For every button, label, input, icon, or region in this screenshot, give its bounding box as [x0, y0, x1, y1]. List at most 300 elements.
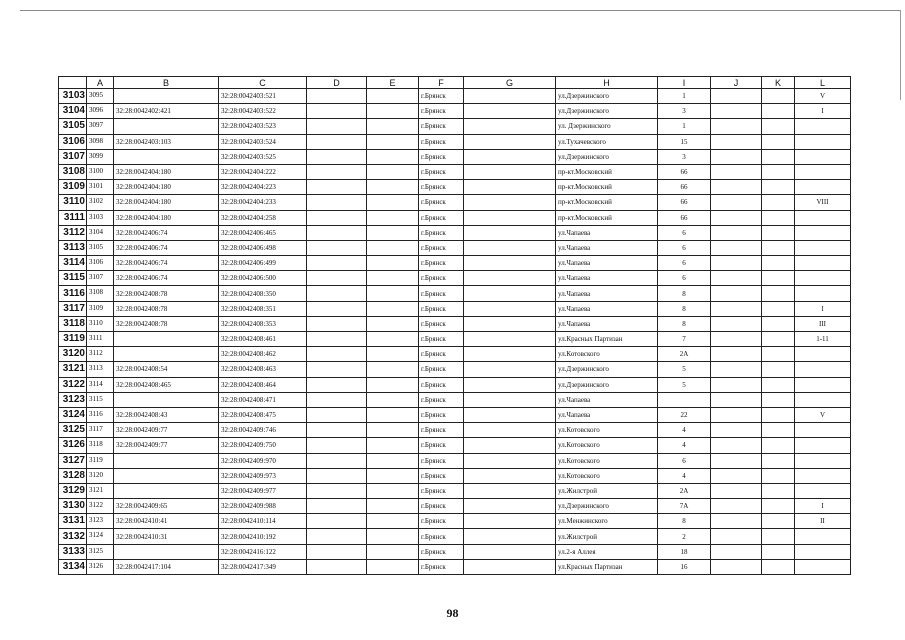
cell-g [464, 271, 556, 286]
cell-e [367, 483, 419, 498]
cell-f: г.Брянск [419, 210, 464, 225]
cell-b: 32:28:0042402:421 [114, 104, 219, 119]
cell-f: г.Брянск [419, 271, 464, 286]
cell-f: г.Брянск [419, 377, 464, 392]
cell-e [367, 407, 419, 422]
cell-f: г.Брянск [419, 104, 464, 119]
cell-f: г.Брянск [419, 89, 464, 104]
row-number: 3128 [59, 468, 87, 483]
cell-b: 32:28:0042417:104 [114, 559, 219, 574]
cell-l [795, 362, 851, 377]
cell-b: 32:28:0042408:78 [114, 301, 219, 316]
cell-d [307, 468, 367, 483]
cell-l: I [795, 104, 851, 119]
cell-l: V [795, 89, 851, 104]
cell-d [307, 225, 367, 240]
cell-h: ул.Котовского [556, 423, 658, 438]
column-header-row [59, 77, 851, 89]
cell-h: ул.Чапаева [556, 256, 658, 271]
cell-i: 66 [658, 164, 711, 179]
spreadsheet-table [58, 76, 851, 575]
cell-j [711, 149, 762, 164]
cell-d [307, 544, 367, 559]
row-number: 3123 [59, 392, 87, 407]
cell-h: ул.Чапаева [556, 301, 658, 316]
cell-c: 32:28:0042409:973 [219, 468, 307, 483]
cell-h: ул.Красных Партизан [556, 332, 658, 347]
cell-g [464, 240, 556, 255]
cell-d [307, 164, 367, 179]
table-row [59, 256, 851, 271]
cell-d [307, 423, 367, 438]
table-row [59, 195, 851, 210]
cell-l: III [795, 316, 851, 331]
row-number: 3103 [59, 89, 87, 104]
cell-j [711, 240, 762, 255]
cell-g [464, 514, 556, 529]
row-number: 3113 [59, 240, 87, 255]
column-header: E [367, 77, 419, 89]
cell-c: 32:28:0042409:750 [219, 438, 307, 453]
cell-c: 32:28:0042408:464 [219, 377, 307, 392]
table-row [59, 392, 851, 407]
cell-b [114, 453, 219, 468]
cell-g [464, 438, 556, 453]
cell-b: 32:28:0042408:43 [114, 407, 219, 422]
cell-b [114, 119, 219, 134]
cell-g [464, 423, 556, 438]
cell-d [307, 392, 367, 407]
cell-h: ул.Дзержинского [556, 377, 658, 392]
cell-k [762, 180, 795, 195]
cell-f: г.Брянск [419, 316, 464, 331]
cell-c: 32:28:0042408:471 [219, 392, 307, 407]
table-row [59, 301, 851, 316]
column-header: D [307, 77, 367, 89]
cell-c: 32:28:0042406:499 [219, 256, 307, 271]
row-number: 3112 [59, 225, 87, 240]
cell-h: ул.Дзержинского [556, 149, 658, 164]
cell-l [795, 347, 851, 362]
cell-l: VIII [795, 195, 851, 210]
cell-c: 32:28:0042404:258 [219, 210, 307, 225]
cell-i: 2А [658, 347, 711, 362]
cell-l [795, 453, 851, 468]
cell-d [307, 407, 367, 422]
table-row [59, 332, 851, 347]
cell-l [795, 286, 851, 301]
cell-c: 32:28:0042416:122 [219, 544, 307, 559]
cell-a: 3106 [87, 256, 114, 271]
row-number: 3132 [59, 529, 87, 544]
cell-b [114, 89, 219, 104]
cell-k [762, 195, 795, 210]
cell-b [114, 149, 219, 164]
cell-b [114, 347, 219, 362]
row-number: 3121 [59, 362, 87, 377]
cell-j [711, 544, 762, 559]
cell-a: 3105 [87, 240, 114, 255]
cell-j [711, 271, 762, 286]
cell-k [762, 240, 795, 255]
row-number: 3107 [59, 149, 87, 164]
cell-a: 3100 [87, 164, 114, 179]
cell-j [711, 104, 762, 119]
cell-j [711, 180, 762, 195]
cell-a: 3121 [87, 483, 114, 498]
cell-d [307, 332, 367, 347]
cell-b: 32:28:0042404:180 [114, 164, 219, 179]
table-row [59, 362, 851, 377]
cell-a: 3120 [87, 468, 114, 483]
cell-l [795, 164, 851, 179]
cell-k [762, 483, 795, 498]
cell-d [307, 240, 367, 255]
cell-g [464, 544, 556, 559]
cell-l: I [795, 301, 851, 316]
table-row [59, 180, 851, 195]
cell-l: I [795, 499, 851, 514]
cell-j [711, 499, 762, 514]
cell-l [795, 240, 851, 255]
cell-a: 3119 [87, 453, 114, 468]
cell-f: г.Брянск [419, 468, 464, 483]
cell-d [307, 104, 367, 119]
cell-e [367, 210, 419, 225]
cell-a: 3123 [87, 514, 114, 529]
cell-k [762, 332, 795, 347]
cell-e [367, 316, 419, 331]
cell-j [711, 377, 762, 392]
cell-g [464, 347, 556, 362]
cell-j [711, 316, 762, 331]
cell-i: 3 [658, 104, 711, 119]
cell-a: 3111 [87, 332, 114, 347]
cell-j [711, 362, 762, 377]
row-number: 3116 [59, 286, 87, 301]
row-number: 3130 [59, 499, 87, 514]
cell-k [762, 134, 795, 149]
cell-c: 32:28:0042403:524 [219, 134, 307, 149]
cell-i: 3 [658, 149, 711, 164]
cell-e [367, 453, 419, 468]
cell-j [711, 119, 762, 134]
cell-f: г.Брянск [419, 119, 464, 134]
cell-b [114, 332, 219, 347]
cell-a: 3116 [87, 407, 114, 422]
cell-k [762, 301, 795, 316]
cell-h: ул.Чапаева [556, 271, 658, 286]
cell-h: ул.Дзержинского [556, 89, 658, 104]
corner-header [59, 77, 87, 89]
cell-g [464, 529, 556, 544]
column-header: I [658, 77, 711, 89]
cell-c: 32:28:0042409:988 [219, 499, 307, 514]
column-header: H [556, 77, 658, 89]
cell-k [762, 423, 795, 438]
cell-d [307, 362, 367, 377]
cell-a: 3115 [87, 392, 114, 407]
cell-k [762, 316, 795, 331]
cell-f: г.Брянск [419, 438, 464, 453]
cell-c: 32:28:0042409:977 [219, 483, 307, 498]
row-number: 3125 [59, 423, 87, 438]
cell-a: 3122 [87, 499, 114, 514]
cell-a: 3109 [87, 301, 114, 316]
table-row [59, 119, 851, 134]
cell-c: 32:28:0042406:500 [219, 271, 307, 286]
cell-k [762, 559, 795, 574]
cell-c: 32:28:0042408:463 [219, 362, 307, 377]
cell-b: 32:28:0042409:77 [114, 438, 219, 453]
cell-e [367, 256, 419, 271]
cell-e [367, 89, 419, 104]
cell-i: 1 [658, 89, 711, 104]
cell-l [795, 210, 851, 225]
cell-c: 32:28:0042403:523 [219, 119, 307, 134]
table-row [59, 286, 851, 301]
cell-j [711, 332, 762, 347]
cell-j [711, 347, 762, 362]
cell-h: пр-кт.Московский [556, 210, 658, 225]
cell-l [795, 438, 851, 453]
cell-a: 3110 [87, 316, 114, 331]
table-row [59, 377, 851, 392]
cell-c: 32:28:0042406:465 [219, 225, 307, 240]
table-row [59, 423, 851, 438]
row-number: 3120 [59, 347, 87, 362]
cell-l [795, 149, 851, 164]
cell-k [762, 377, 795, 392]
cell-k [762, 438, 795, 453]
cell-k [762, 544, 795, 559]
cell-l [795, 119, 851, 134]
cell-a: 3098 [87, 134, 114, 149]
table-row [59, 240, 851, 255]
cell-h: ул.Жилстрой [556, 483, 658, 498]
cell-j [711, 407, 762, 422]
cell-d [307, 89, 367, 104]
cell-k [762, 499, 795, 514]
cell-b [114, 483, 219, 498]
cell-b [114, 468, 219, 483]
cell-d [307, 529, 367, 544]
cell-g [464, 104, 556, 119]
cell-l: II [795, 514, 851, 529]
cell-d [307, 195, 367, 210]
cell-a: 3125 [87, 544, 114, 559]
table-row [59, 225, 851, 240]
cell-e [367, 195, 419, 210]
cell-c: 32:28:0042417:349 [219, 559, 307, 574]
cell-f: г.Брянск [419, 544, 464, 559]
cell-h: ул.Котовского [556, 438, 658, 453]
cell-e [367, 104, 419, 119]
row-number: 3127 [59, 453, 87, 468]
cell-e [367, 225, 419, 240]
cell-d [307, 271, 367, 286]
row-number: 3124 [59, 407, 87, 422]
cell-e [367, 240, 419, 255]
table-row [59, 499, 851, 514]
table-row [59, 453, 851, 468]
cell-l [795, 468, 851, 483]
cell-e [367, 514, 419, 529]
cell-e [367, 286, 419, 301]
cell-h: ул.Тухачевского [556, 134, 658, 149]
cell-a: 3112 [87, 347, 114, 362]
cell-h: ул.Красных Партизан [556, 559, 658, 574]
cell-b: 32:28:0042406:74 [114, 225, 219, 240]
cell-b [114, 544, 219, 559]
row-number: 3133 [59, 544, 87, 559]
cell-e [367, 332, 419, 347]
cell-f: г.Брянск [419, 301, 464, 316]
cell-g [464, 392, 556, 407]
table-row [59, 407, 851, 422]
cell-j [711, 468, 762, 483]
cell-f: г.Брянск [419, 529, 464, 544]
column-header: C [219, 77, 307, 89]
cell-d [307, 149, 367, 164]
cell-c: 32:28:0042408:475 [219, 407, 307, 422]
row-number: 3111 [59, 210, 87, 225]
cell-l [795, 529, 851, 544]
cell-i: 8 [658, 514, 711, 529]
cell-k [762, 104, 795, 119]
cell-c: 32:28:0042409:746 [219, 423, 307, 438]
cell-c: 32:28:0042403:522 [219, 104, 307, 119]
cell-h: пр-кт.Московский [556, 180, 658, 195]
cell-e [367, 164, 419, 179]
cell-i: 5 [658, 377, 711, 392]
cell-d [307, 286, 367, 301]
cell-a: 3113 [87, 362, 114, 377]
cell-g [464, 453, 556, 468]
table-row [59, 529, 851, 544]
cell-d [307, 559, 367, 574]
cell-b: 32:28:0042406:74 [114, 271, 219, 286]
cell-f: г.Брянск [419, 514, 464, 529]
table-row [59, 514, 851, 529]
cell-a: 3102 [87, 195, 114, 210]
cell-g [464, 407, 556, 422]
cell-f: г.Брянск [419, 499, 464, 514]
cell-i: 4 [658, 438, 711, 453]
column-header: A [87, 77, 114, 89]
cell-h: ул.Котовского [556, 468, 658, 483]
cell-e [367, 347, 419, 362]
cell-f: г.Брянск [419, 362, 464, 377]
cell-l [795, 423, 851, 438]
column-header: J [711, 77, 762, 89]
cell-e [367, 559, 419, 574]
cell-j [711, 256, 762, 271]
table-row [59, 210, 851, 225]
column-header: G [464, 77, 556, 89]
row-number: 3108 [59, 164, 87, 179]
cell-d [307, 256, 367, 271]
cell-g [464, 89, 556, 104]
cell-k [762, 453, 795, 468]
column-header: B [114, 77, 219, 89]
cell-j [711, 559, 762, 574]
cell-a: 3108 [87, 286, 114, 301]
cell-h: ул.Дзержинского [556, 499, 658, 514]
cell-f: г.Брянск [419, 134, 464, 149]
cell-k [762, 256, 795, 271]
cell-f: г.Брянск [419, 407, 464, 422]
cell-f: г.Брянск [419, 453, 464, 468]
cell-d [307, 499, 367, 514]
cell-g [464, 377, 556, 392]
row-number: 3118 [59, 316, 87, 331]
table-row [59, 316, 851, 331]
row-number: 3110 [59, 195, 87, 210]
cell-g [464, 316, 556, 331]
cell-f: г.Брянск [419, 286, 464, 301]
cell-e [367, 362, 419, 377]
cell-f: г.Брянск [419, 392, 464, 407]
cell-j [711, 134, 762, 149]
cell-h: ул.Чапаева [556, 392, 658, 407]
cell-k [762, 271, 795, 286]
cell-h: ул.Чапаева [556, 225, 658, 240]
row-number: 3134 [59, 559, 87, 574]
cell-k [762, 468, 795, 483]
cell-a: 3118 [87, 438, 114, 453]
row-number: 3117 [59, 301, 87, 316]
cell-c: 32:28:0042410:192 [219, 529, 307, 544]
cell-d [307, 180, 367, 195]
cell-e [367, 423, 419, 438]
cell-c: 32:28:0042404:223 [219, 180, 307, 195]
row-number: 3105 [59, 119, 87, 134]
cell-j [711, 210, 762, 225]
cell-c: 32:28:0042404:233 [219, 195, 307, 210]
cell-j [711, 453, 762, 468]
cell-a: 3103 [87, 210, 114, 225]
table-row [59, 164, 851, 179]
cell-g [464, 559, 556, 574]
cell-b: 32:28:0042410:41 [114, 514, 219, 529]
cell-k [762, 149, 795, 164]
cell-l [795, 483, 851, 498]
cell-h: ул.Чапаева [556, 316, 658, 331]
cell-e [367, 468, 419, 483]
cell-g [464, 180, 556, 195]
cell-f: г.Брянск [419, 164, 464, 179]
cell-h: пр-кт.Московский [556, 164, 658, 179]
cell-j [711, 286, 762, 301]
cell-e [367, 149, 419, 164]
cell-i: 1 [658, 119, 711, 134]
cell-l: 1-11 [795, 332, 851, 347]
row-number: 3106 [59, 134, 87, 149]
row-number: 3104 [59, 104, 87, 119]
cell-a: 3097 [87, 119, 114, 134]
cell-h: пр-кт.Московский [556, 195, 658, 210]
cell-h: ул.Менжинского [556, 514, 658, 529]
cell-f: г.Брянск [419, 332, 464, 347]
table-row [59, 468, 851, 483]
cell-g [464, 225, 556, 240]
cell-e [367, 529, 419, 544]
table-row [59, 271, 851, 286]
cell-c: 32:28:0042408:351 [219, 301, 307, 316]
cell-l [795, 392, 851, 407]
cell-a: 3126 [87, 559, 114, 574]
